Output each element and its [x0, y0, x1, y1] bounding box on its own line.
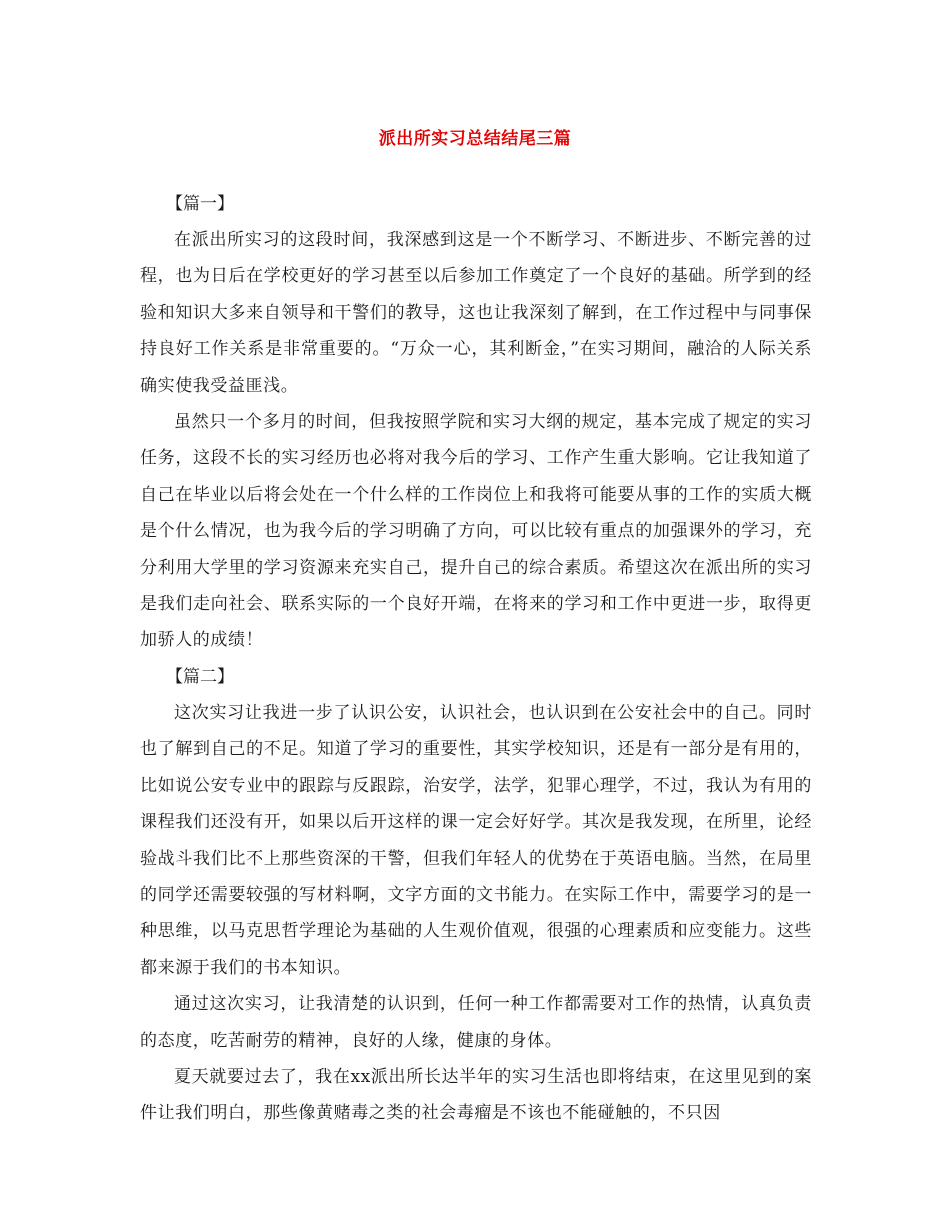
paragraph: 夏天就要过去了，我在xx派出所长达半年的实习生活也即将结束，在这里见到的案件让我们明白，那些像黄赌毒之类的社会毒瘤是不该也不能碰触的，不只因	[140, 1066, 812, 1124]
paragraph: 在派出所实习的这段时间，我深感到这是一个不断学习、不断进步、不断完善的过程，也为日后在学校更好的学习甚至以后参加工作奠定了一个良好的基础。所学到的经验和知识大多来自领导和干警们的教导，这也让我深刻了解到，在工作过程中与同事保持良好工作关系是非常重要的。“万众一心，其利断金，”在实习期间，融洽的人际关系确实使我受益匪浅。	[140, 230, 812, 396]
paragraph: 虽然只一个多月的时间，但我按照学院和实习大纲的规定，基本完成了规定的实习任务，这段不长的实习经历也必将对我今后的学习、工作产生重大影响。它让我知道了自己在毕业以后将会处在一个什么样的工作岗位上和我将可能要从事的工作的实质大概是个什么情况，也为我今后的学习明确了方向，可以比较有重点的加强课外的学习，充分利用大学里的学习资源来充实自己，提升自己的综合素质。希望这次在派出所的实习是我们走向社会、联系实际的一个良好开端，在将来的学习和工作中更进一步，取得更加骄人的成绩！	[140, 412, 812, 651]
document-title: 派出所实习总结结尾三篇	[378, 129, 572, 149]
section-heading-1: 【篇一】	[166, 194, 234, 214]
section-heading-2: 【篇二】	[166, 666, 234, 687]
paragraph: 通过这次实习，让我清楚的认识到，任何一种工作都需要对工作的热情，认真负责的态度，吃苦耐劳的精神，良好的人缘，健康的身体。	[140, 994, 812, 1051]
paragraph: 这次实习让我进一步了认识公安，认识社会，也认识到在公安社会中的自己。同时也了解到自己的不足。知道了学习的重要性，其实学校知识，还是有一部分是有用的，比如说公安专业中的跟踪与反跟踪，治安学，法学，犯罪心理学，不过，我认为有用的课程我们还没有开，如果以后开这样的课一定会好好学。其次是我发现，在所里，论经验战斗我们比不上那些资深的干警，但我们年轻人的优势在于英语电脑。当然，在局里的同学还需要较强的写材料啊，文字方面的文书能力。在实际工作中，需要学习的是一种思维，以马克思哲学理论为基础的人生观价值观，很强的心理素质和应变能力。这些都来源于我们的书本知识。	[140, 702, 812, 978]
document-body	[140, 186, 812, 1132]
